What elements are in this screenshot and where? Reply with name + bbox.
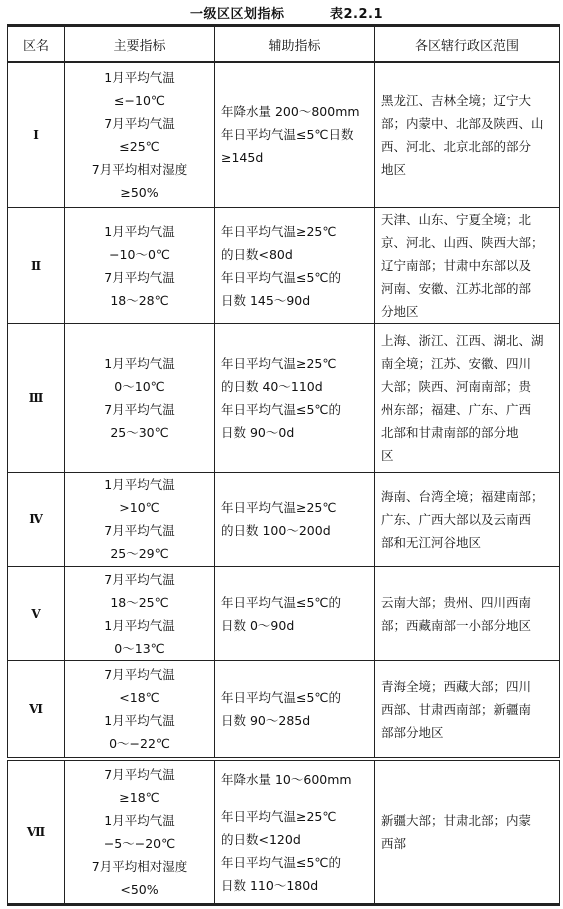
cell-line: 部；西藏南部一小部分地区 [381,617,532,633]
cell-line: 年降水量 10～600mm [221,771,352,787]
aux-index-cell [215,62,375,207]
cell-line: 0～−22℃ [109,736,170,752]
table-title-text: 一级区区划指标 [190,7,285,22]
header-zone: 区名 [8,26,65,63]
cell-line: 1月平均气温 [104,617,175,633]
cell-line: 18～25℃ [110,594,169,610]
cell-line: 年降水量 200～800mm [221,104,360,120]
cell-line: −5～−20℃ [103,836,176,851]
cell-line: 南全境；江苏、安徽、四川 [381,355,532,371]
main-index-cell [65,472,215,566]
region-cell [375,566,560,660]
table-row [8,472,560,566]
cell-line: 7月平均气温 [104,269,175,285]
cell-line: 1月平均气温 [104,813,175,828]
table-row [8,62,560,207]
table-number: 表2.2.1 [330,7,384,22]
cell-line: 7月平均气温 [104,523,175,539]
aux-index-cell [215,661,375,759]
header-aux-index: 辅助指标 [215,26,375,63]
cell-line: 州东部；福建、广东、广西 [381,401,532,417]
cell-line: 1月平均气温 [104,355,175,371]
cell-line: 日数 0～90d [221,617,295,633]
main-index-cell [65,324,215,472]
cell-line: <50% [120,882,159,897]
cell-line: 分地区 [381,304,419,320]
cell-line: 年日平均气温≤5℃日数 [221,127,354,143]
cell-line: 京、河北、山西、陕西大部； [381,235,544,251]
cell-line: >10℃ [119,500,160,516]
zone-name: Ⅵ [8,661,65,759]
cell-line: 0～10℃ [114,378,165,394]
cell-line: 新疆大部；甘肃北部；内蒙 [381,813,532,828]
cell-line: ≤−10℃ [114,92,165,108]
aux-index-cell [215,324,375,472]
cell-line: 河南、安徽、江苏北部的部 [381,281,532,297]
cell-line: 年日平均气温≤5℃的 [221,401,341,417]
cell-line: 的日数<120d [221,831,301,847]
cell-line: 的日数 40～110d [221,378,323,394]
cell-line: 年日平均气温≤5℃的 [221,269,341,285]
region-cell [375,661,560,759]
header-main-index: 主要指标 [65,26,215,63]
cell-line: 7月平均气温 [104,115,175,131]
cell-line: 7月平均相对湿度 [91,859,188,874]
cell-line: 18～28℃ [110,292,169,308]
cell-line: 年日平均气温≤5℃的 [221,854,341,870]
cell-line: ≤25℃ [119,138,160,154]
cell-line: ≥18℃ [119,790,160,805]
cell-line: 西部 [381,836,407,851]
cell-line: 25～30℃ [110,424,169,440]
cell-spacer [221,791,374,805]
cell-line: 25～29℃ [110,546,169,562]
cell-line: 日数 90～285d [221,713,311,729]
cell-line: 1月平均气温 [104,223,175,239]
cell-line: 海南、台湾全境；福建南部； [381,488,544,504]
cell-line: 1月平均气温 [104,713,175,729]
zone-name: Ⅳ [8,472,65,566]
cell-line: 区 [381,447,394,463]
cell-line: ≥50% [120,184,159,200]
cell-line: 1月平均气温 [104,477,175,493]
region-cell [375,62,560,207]
zone-name: Ⅴ [8,566,65,660]
region-cell [375,472,560,566]
aux-index-cell [215,472,375,566]
cell-line: <18℃ [119,690,160,706]
cell-line: 7月平均气温 [104,571,175,587]
cell-line: 年日平均气温≥25℃ [221,355,337,371]
cell-line: 日数 110～180d [221,877,319,893]
table-row [8,759,560,904]
zone-name: Ⅶ [8,759,65,904]
cell-line: 7月平均相对湿度 [91,161,188,177]
region-cell [375,324,560,472]
aux-index-cell [215,207,375,323]
cell-line: 西部、甘肃西南部；新疆南 [381,701,532,717]
cell-line: 7月平均气温 [104,667,175,683]
cell-line: 天津、山东、宁夏全境；北 [381,212,532,228]
climate-zone-table [7,24,560,906]
region-cell [375,759,560,904]
cell-line: 年日平均气温≤5℃的 [221,594,341,610]
table-row [8,207,560,323]
main-index-cell [65,207,215,323]
cell-line: 的日数 100～200d [221,523,331,539]
cell-line: 7月平均气温 [104,401,175,417]
cell-line: 青海全境；西藏大部；四川 [381,678,532,694]
cell-line: 广东、广西大部以及云南西 [381,511,532,527]
cell-line: 部和无江河谷地区 [381,534,482,550]
cell-line: ≥145d [221,150,264,166]
cell-line: 地区 [381,161,407,177]
region-cell [375,207,560,323]
cell-line: 辽宁南部；甘肃中东部以及 [381,258,532,274]
cell-line: 上海、浙江、江西、湖北、湖 [381,332,544,348]
cell-line: 部；内蒙中、北部及陕西、山 [381,115,544,131]
table-row [8,661,560,759]
header-row [8,26,560,63]
cell-line: 年日平均气温≥25℃ [221,223,337,239]
cell-line: 0～13℃ [114,640,165,656]
table-body [8,62,560,905]
cell-line: 年日平均气温≤5℃的 [221,690,341,706]
zone-name: Ⅲ [8,324,65,472]
main-index-cell [65,566,215,660]
cell-line: 7月平均气温 [104,767,175,782]
zone-name: Ⅱ [8,207,65,323]
main-index-cell [65,759,215,904]
cell-line: −10～0℃ [109,246,170,262]
cell-line: 年日平均气温≥25℃ [221,500,337,516]
main-index-cell [65,661,215,759]
table-title [0,0,563,22]
cell-line: 日数 145～90d [221,292,311,308]
aux-index-cell [215,566,375,660]
cell-line: 西、河北、北京北部的部分 [381,138,532,154]
cell-line: 日数 90～0d [221,424,295,440]
cell-line: 的日数<80d [221,246,293,262]
aux-index-cell [215,759,375,904]
cell-line: 年日平均气温≥25℃ [221,808,337,824]
cell-line: 黑龙江、吉林全境；辽宁大 [381,92,532,108]
cell-line: 1月平均气温 [104,69,175,85]
table-row [8,324,560,472]
header-region: 各区辖行政区范围 [375,26,560,63]
cell-line: 云南大部；贵州、四川西南 [381,594,532,610]
cell-line: 北部和甘肃南部的部分地 [381,424,519,440]
cell-line: 大部；陕西、河南南部；贵 [381,378,532,394]
table-row [8,566,560,660]
main-index-cell [65,62,215,207]
zone-name: Ⅰ [8,62,65,207]
cell-line: 部部分地区 [381,724,444,740]
